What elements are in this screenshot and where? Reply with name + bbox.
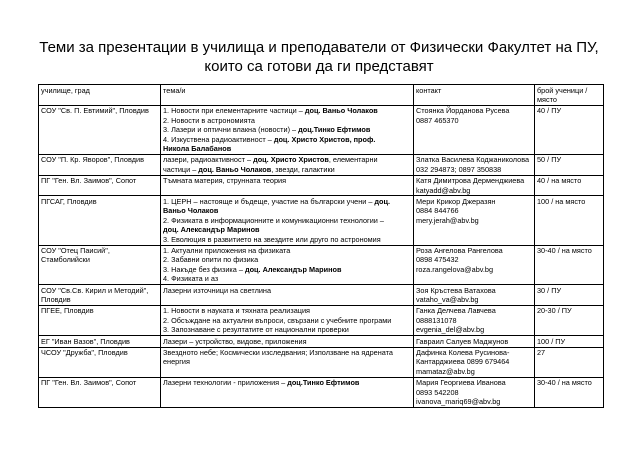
cell-topics [161, 347, 414, 377]
topic-text: 1. Новости при елементарните частици – [163, 106, 305, 116]
topic-line [163, 116, 411, 125]
cell-contact [414, 377, 535, 407]
cell-school: ПГЕЕ, Пловдив [39, 305, 161, 335]
cell-students: 30 / ПУ [535, 285, 604, 306]
topic-text: частици – [163, 164, 199, 174]
topic-text: Лазерни източници на светлина [163, 285, 272, 295]
topic-line [163, 246, 411, 255]
cell-school: СОУ "Св. П. Евтимий", Пловдив [39, 105, 161, 154]
lecturer-name: доц. Александър Маринов [244, 264, 342, 274]
topic-text: енергия [163, 357, 190, 367]
page-title [0, 38, 638, 76]
lecturer-name: Никола Балабанов [163, 143, 232, 153]
topic-text: 1. ЦЕРН – настояще и бъдеще, участие на български учени – [163, 196, 375, 206]
presentations-table [38, 84, 604, 408]
contact-line: 032 294873; 0897 350838 [416, 164, 502, 174]
lecturer-name: доц.Тинко Ефтимов [298, 125, 371, 135]
cell-students: 40 / ПУ [535, 105, 604, 154]
topic-text: , звезди, галактики [271, 164, 335, 174]
contact-line: katyadd@abv.bg [416, 185, 471, 195]
contact-line: Кантарджиева 0899 679464 [416, 357, 510, 367]
cell-school: СОУ "Отец Паисий", Стамболийски [39, 245, 161, 285]
contact-line: 0884 844766 [416, 206, 459, 216]
topic-text: 3. Еволюция в развитието на звездите или друго по астрономия [163, 234, 381, 244]
cell-students: 100 / на място [535, 196, 604, 245]
contact-line: Стоянка Йорданова Русева [416, 106, 510, 116]
topic-line [163, 155, 411, 164]
topic-line [163, 135, 411, 144]
topic-text: 2. Забавни опити по физика [163, 255, 259, 265]
cell-school: ПГ "Ген. Вл. Заимов", Сопот [39, 377, 161, 407]
topic-line [163, 274, 411, 283]
lecturer-name: доц. Ваньо Чолаков [198, 164, 272, 174]
table-body [39, 105, 604, 407]
cell-students: 30-40 / на място [535, 245, 604, 285]
contact-line: Гавраил Салуев Маджунов [416, 336, 509, 346]
table-row [39, 347, 604, 377]
cell-students: 50 / ПУ [535, 154, 604, 175]
lecturer-name: доц. Христо Христов [253, 155, 329, 165]
topic-line [163, 255, 411, 264]
lecturer-name: доц. Ваньо Чолаков [304, 106, 378, 116]
cell-topics [161, 105, 414, 154]
cell-topics [161, 377, 414, 407]
topic-line [163, 265, 411, 274]
cell-topics [161, 245, 414, 285]
cell-school: ПГ "Ген. Вл. Заимов", Сопот [39, 175, 161, 196]
lecturer-name: Ваньо Чолаков [163, 206, 219, 216]
topic-line [163, 106, 411, 115]
cell-contact [414, 196, 535, 245]
contact-line: Ганка Делчева Лавчева [416, 306, 496, 316]
cell-contact [414, 347, 535, 377]
contact-line: vataho_va@abv.bg [416, 295, 479, 305]
header-school: училище, град [39, 85, 161, 106]
table-header-row [39, 85, 604, 106]
contact-line: Зоя Кръстева Ватахова [416, 285, 496, 295]
title-line-2: които са готови да ги представят [204, 58, 434, 75]
header-topic: тема/и [161, 85, 414, 106]
topic-line [163, 125, 411, 134]
cell-contact [414, 285, 535, 306]
contact-line: 0888131078 [416, 315, 457, 325]
topic-text: 3. Накъде без физика – [163, 264, 245, 274]
lecturer-name: доц. [374, 196, 391, 206]
contact-line: Катя Димитрова Дерменджиева [416, 176, 525, 186]
contact-line: roza.rangelova@abv.bg [416, 264, 494, 274]
topic-line [163, 176, 411, 185]
topic-text: 1. Новости в науката и тяхната реализация [163, 306, 310, 316]
cell-topics [161, 154, 414, 175]
contact-line: evgenia_del@abv.bg [416, 325, 485, 335]
table-row [39, 245, 604, 285]
cell-topics [161, 175, 414, 196]
cell-topics [161, 336, 414, 347]
header-contact: контакт [414, 85, 535, 106]
table-row [39, 175, 604, 196]
topic-text: 2. Обсъждане на актуални въпроси, свързани с учебните програми [163, 315, 392, 325]
cell-school: СОУ "П. Кр. Яворов", Пловдив [39, 154, 161, 175]
contact-line: mamataz@abv.bg [416, 366, 475, 376]
topic-line [163, 325, 411, 334]
cell-school: ЧСОУ "Дружба", Пловдив [39, 347, 161, 377]
topic-text: Тъмната материя, струнната теория [163, 176, 287, 186]
topic-text: 3. Лазери и оптични влакна (новости) – [163, 125, 299, 135]
topic-line [163, 286, 411, 295]
cell-school: ЕГ "Иван Вазов", Пловдив [39, 336, 161, 347]
cell-topics [161, 285, 414, 306]
contact-line: Златка Василева Коджаниколова [416, 155, 530, 165]
header-students: брой ученици / място [535, 85, 604, 106]
table-row [39, 336, 604, 347]
cell-students: 40 / на място [535, 175, 604, 196]
contact-line: 0898 475432 [416, 255, 459, 265]
lecturer-name: доц. Александър Маринов [163, 225, 260, 235]
cell-topics [161, 196, 414, 245]
topic-line [163, 206, 411, 215]
table-row [39, 154, 604, 175]
topic-text: 3. Запознаване с резултатите от национални проверки [163, 325, 349, 335]
title-line-1: Теми за презентации в училища и преподаватели от Физически Факултет на ПУ, [39, 39, 599, 56]
topic-line [163, 378, 411, 387]
topic-text: лазери, радиоактивност – [163, 155, 254, 165]
cell-topics [161, 305, 414, 335]
topic-text: Лазери – устройство, видове, приложения [163, 336, 307, 346]
contact-line: Мери Крикор Джеразян [416, 196, 496, 206]
cell-school: СОУ "Св.Св. Кирил и Методий", Пловдив [39, 285, 161, 306]
table-row [39, 377, 604, 407]
contact-line: mery.jerah@abv.bg [416, 215, 479, 225]
topic-line [163, 197, 411, 206]
topic-line [163, 306, 411, 315]
topic-text: , елементарни [328, 155, 378, 165]
contact-line: 0893 542208 [416, 387, 459, 397]
topic-line [163, 357, 411, 366]
contact-line: 0887 465370 [416, 115, 459, 125]
topic-text: Лазерни технологии - приложения – [163, 378, 288, 388]
topic-line [163, 165, 411, 174]
cell-contact [414, 245, 535, 285]
topic-line [163, 337, 411, 346]
topic-text: 4. Изкуствена радиоактивност – [163, 134, 274, 144]
cell-students: 100 / ПУ [535, 336, 604, 347]
cell-contact [414, 154, 535, 175]
table-row [39, 196, 604, 245]
topic-text: 2. Физиката в информационните и комуникационни технологии – [163, 215, 384, 225]
lecturer-name: доц.Тинко Ефтимов [287, 378, 360, 388]
topic-line [163, 316, 411, 325]
topic-text: 2. Новости в астрономията [163, 115, 255, 125]
cell-contact [414, 105, 535, 154]
table-row [39, 105, 604, 154]
topic-line [163, 216, 411, 225]
contact-line: Дафинка Колева Русинова- [416, 348, 510, 358]
contact-line: ivanova_mariq69@abv.bg [416, 397, 501, 407]
cell-contact [414, 336, 535, 347]
contact-line: Мария Георгиева Иванова [416, 378, 506, 388]
topic-line [163, 144, 411, 153]
cell-contact [414, 305, 535, 335]
cell-students: 27 [535, 347, 604, 377]
cell-students: 20-30 / ПУ [535, 305, 604, 335]
table-row [39, 305, 604, 335]
topic-line [163, 348, 411, 357]
topic-text: 1. Актуални приложения на физиката [163, 246, 291, 255]
cell-contact [414, 175, 535, 196]
topic-text: Звездното небе; Космически изследвания; Използване на ядрената [163, 348, 393, 358]
topic-line [163, 235, 411, 244]
topic-line [163, 225, 411, 234]
contact-line: Роза Ангелова Рангелова [416, 246, 503, 255]
cell-students: 30-40 / на място [535, 377, 604, 407]
topic-text: 4. Физиката и аз [163, 274, 219, 284]
cell-school: ПГСАГ, Пловдив [39, 196, 161, 245]
lecturer-name: доц. Христо Христов, проф. [273, 134, 376, 144]
table-row [39, 285, 604, 306]
